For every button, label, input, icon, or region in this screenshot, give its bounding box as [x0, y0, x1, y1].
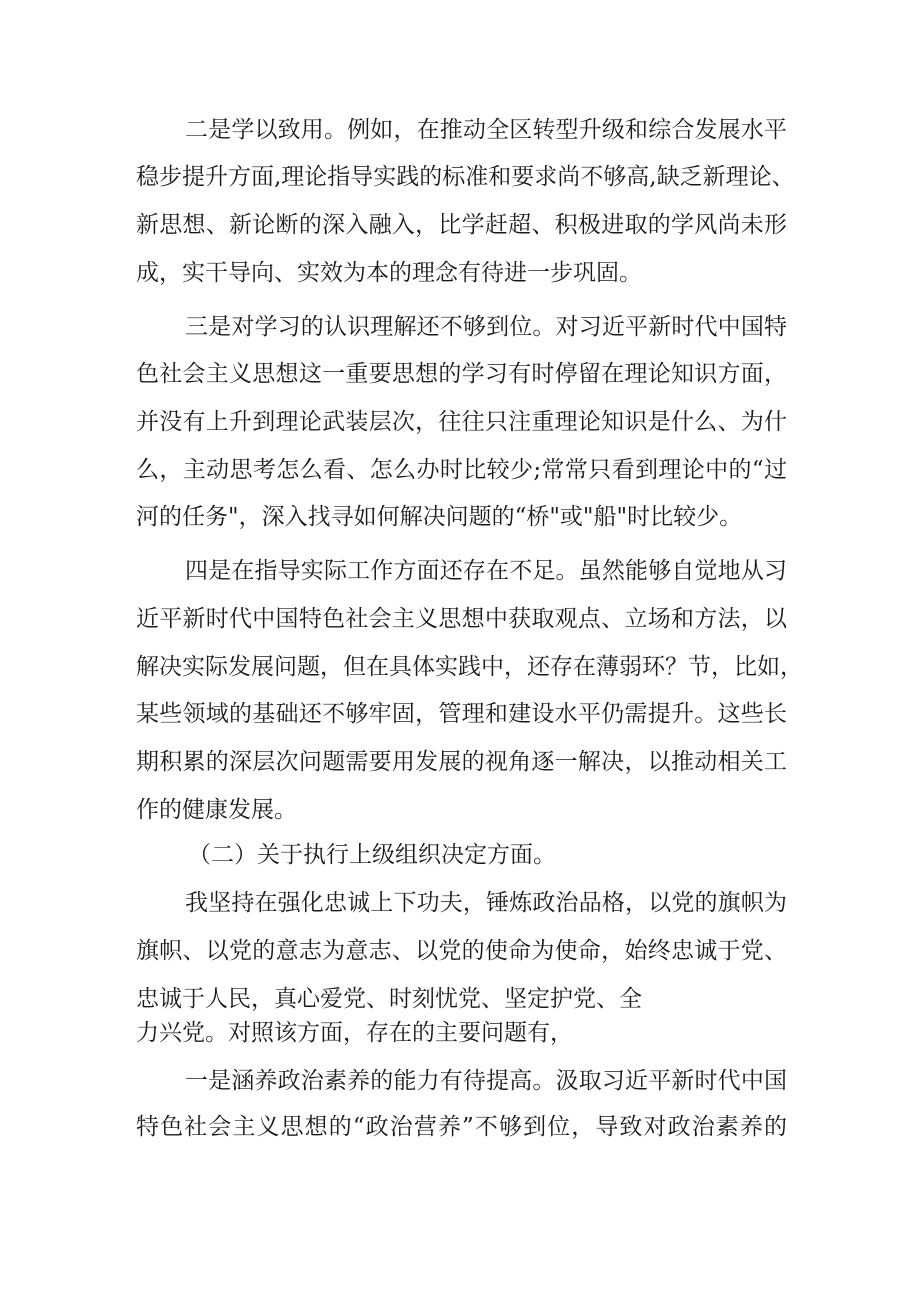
paragraph-line: 三是对学习的认识理解还不够到位。对习近平新时代中国特	[185, 314, 787, 340]
paragraph-line: 特色社会主义思想的“政治营养”不够到位，导致对政治素养的	[136, 1114, 787, 1140]
paragraph-line: 二是学以致用。例如，在推动全区转型升级和综合发展水平	[185, 117, 787, 143]
paragraph-line: 某些领域的基础还不够牢固，管理和建设水平仍需提升。这些长	[136, 701, 787, 727]
paragraph-line: 解决实际发展问题，但在具体实践中，还存在薄弱环？节，比如，	[136, 654, 803, 680]
paragraph-line: 忠诚于人民，真心爱党、时刻忧党、坚定护党、全	[136, 986, 642, 1012]
paragraph-line: 稳步提升方面,理论指导实践的标准和要求尚不够高,缺乏新理论、	[136, 164, 795, 190]
paragraph-line: 期积累的深层次问题需要用发展的视角逐一解决，以推动相关工	[136, 749, 787, 775]
paragraph-line: 色社会主义思想这一重要思想的学习有时停留在理论知识方面，	[136, 361, 787, 387]
paragraph-line: 新思想、新论断的深入融入，比学赶超、积极进取的学风尚未形	[136, 212, 787, 238]
paragraph-line: 近平新时代中国特色社会主义思想中获取观点、立场和方法，以	[136, 606, 787, 632]
paragraph-line: 我坚持在强化忠诚上下功夫，锤炼政治品格，以党的旗帜为	[185, 890, 787, 916]
paragraph-line: 作的健康发展。	[136, 797, 297, 823]
paragraph-line: 一是涵养政治素养的能力有待提高。汲取习近平新时代中国	[185, 1068, 787, 1094]
paragraph-line: 力兴党。对照该方面，存在的主要问题有，	[136, 1020, 573, 1046]
paragraph-line: 四是在指导实际工作方面还存在不足。虽然能够自觉地从习	[185, 558, 787, 584]
paragraph-line: 并没有上升到理论武装层次，往往只注重理论知识是什么、为什	[136, 409, 787, 435]
paragraph-line: 旗帜、以党的意志为意志、以党的使命为使命，始终忠诚于党、	[136, 938, 787, 964]
section-heading: （二）关于执行上级组织决定方面。	[188, 842, 556, 868]
paragraph-line: 么，主动思考怎么看、怎么办时比较少;常常只看到理论中的“过	[136, 457, 787, 483]
paragraph-line: 河的任务"，深入找寻如何解决问题的“桥"或"船"时比较少。	[136, 504, 743, 530]
paragraph-line: 成，实干导向、实效为本的理念有待进一步巩固。	[136, 260, 642, 286]
